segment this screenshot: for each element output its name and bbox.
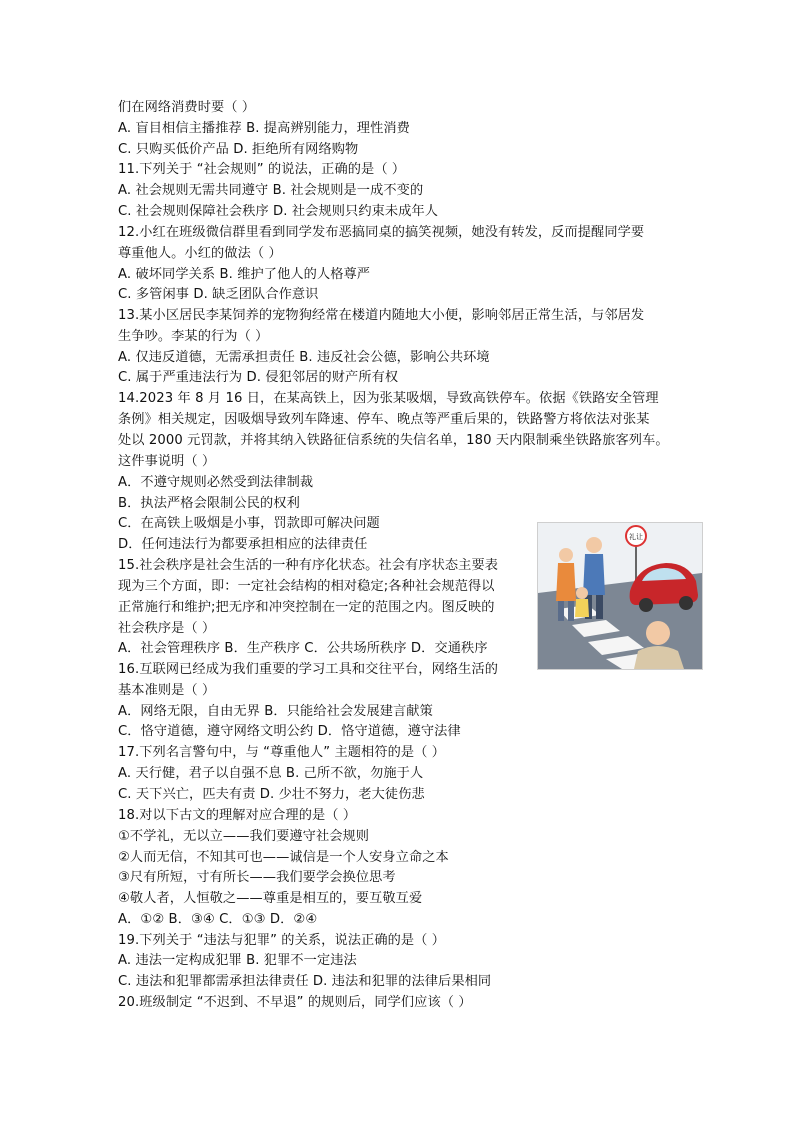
text-line: 现为三个方面，即：一定社会结构的相对稳定;各种社会规范得以 [118, 579, 495, 594]
text-line: 20.班级制定 “不迟到、不早退” 的规则后，同学们应该（ ） [118, 995, 472, 1010]
text-line: 条例》相关规定，因吸烟导致列车降速、停车、晚点等严重后果的，铁路警方将依法对张某 [118, 412, 650, 427]
svg-text:礼让: 礼让 [629, 533, 643, 541]
text-line: A．社会管理秩序 B．生产秩序 C．公共场所秩序 D．交通秩序 [118, 641, 488, 656]
text-line: A．网络无限，自由无界 B．只能给社会发展建言献策 [118, 704, 433, 719]
text-line: 15.社会秩序是社会生活的一种有序化状态。社会有序状态主要表 [118, 558, 499, 573]
text-line: A. 仅违反道德，无需承担责任 B. 违反社会公德，影响公共环境 [118, 350, 490, 365]
text-line: A. 违法一定构成犯罪 B. 犯罪不一定违法 [118, 953, 357, 968]
crosswalk-scene-image [538, 523, 702, 669]
text-line: 12.小红在班级微信群里看到同学发布恶搞同桌的搞笑视频，她没有转发，反而提醒同学要 [118, 225, 645, 240]
text-line: A. 社会规则无需共同遵守 B. 社会规则是一成不变的 [118, 183, 424, 198]
text-line: C. 属于严重违法行为 D. 侵犯邻居的财产所有权 [118, 370, 399, 385]
text-line: 生争吵。李某的行为（ ） [118, 329, 269, 344]
text-line: 正常施行和维护;把无序和冲突控制在一定的范围之内。图反映的 [118, 600, 495, 615]
text-line: 13.某小区居民李某饲养的宠物狗经常在楼道内随地大小便，影响邻居正常生活，与邻居发 [118, 308, 645, 323]
text-line: A．不遵守规则必然受到法律制裁 [118, 475, 314, 490]
text-line: 11.下列关于 “社会规则” 的说法，正确的是（ ） [118, 162, 406, 177]
text-line: A．①② B．③④ C．①③ D．②④ [118, 912, 318, 927]
text-line: C. 只购买低价产品 D. 拒绝所有网络购物 [118, 142, 359, 157]
text-line: C．在高铁上吸烟是小事，罚款即可解决问题 [118, 516, 380, 531]
traffic-order-illustration [537, 522, 703, 670]
text-line: 处以 2000 元罚款，并将其纳入铁路征信系统的失信名单，180 天内限制乘坐铁路旅客列车。 [118, 433, 669, 448]
text-line: ①不学礼，无以立——我们要遵守社会规则 [118, 829, 370, 844]
text-line: C. 社会规则保障社会秩序 D. 社会规则只约束未成年人 [118, 204, 439, 219]
text-line: 17.下列名言警句中，与 “尊重他人” 主题相符的是（ ） [118, 745, 446, 760]
text-line: 这件事说明（ ） [118, 454, 216, 469]
text-line: ④敬人者，人恒敬之——尊重是相互的，要互敬互爱 [118, 891, 423, 906]
text-line: A. 破坏同学关系 B. 维护了他人的人格尊严 [118, 267, 371, 282]
text-line: 尊重他人。小红的做法（ ） [118, 246, 282, 261]
text-line: 基本准则是（ ） [118, 683, 216, 698]
text-line: 19.下列关于 “违法与犯罪” 的关系，说法正确的是（ ） [118, 933, 446, 948]
text-line: C. 天下兴亡，匹夫有责 D. 少壮不努力，老大徒伤悲 [118, 787, 425, 802]
text-line: B．执法严格会限制公民的权利 [118, 496, 300, 511]
text-line: ③尺有所短，寸有所长——我们要学会换位思考 [118, 870, 396, 885]
text-line: 18.对以下古文的理解对应合理的是（ ） [118, 808, 357, 823]
text-line: A. 天行健，君子以自强不息 B. 己所不欲，勿施于人 [118, 766, 424, 781]
text-line: C. 违法和犯罪都需承担法律责任 D. 违法和犯罪的法律后果相同 [118, 974, 492, 989]
text-line: 们在网络消费时要（ ） [118, 100, 256, 115]
text-line: 社会秩序是（ ） [118, 621, 216, 636]
text-line: C. 多管闲事 D. 缺乏团队合作意识 [118, 287, 319, 302]
text-line: A. 盲目相信主播推荐 B. 提高辨别能力，理性消费 [118, 121, 410, 136]
text-line: 14.2023 年 8 月 16 日，在某高铁上，因为张某吸烟，导致高铁停车。依据《铁路安全管理 [118, 391, 659, 406]
text-line: D．任何违法行为都要承担相应的法律责任 [118, 537, 368, 552]
text-line: ②人而无信，不知其可也——诚信是一个人安身立命之本 [118, 850, 449, 865]
text-line: C．恪守道德，遵守网络文明公约 D．恪守道德，遵守法律 [118, 724, 461, 739]
text-line: 16.互联网已经成为我们重要的学习工具和交往平台，网络生活的 [118, 662, 499, 677]
